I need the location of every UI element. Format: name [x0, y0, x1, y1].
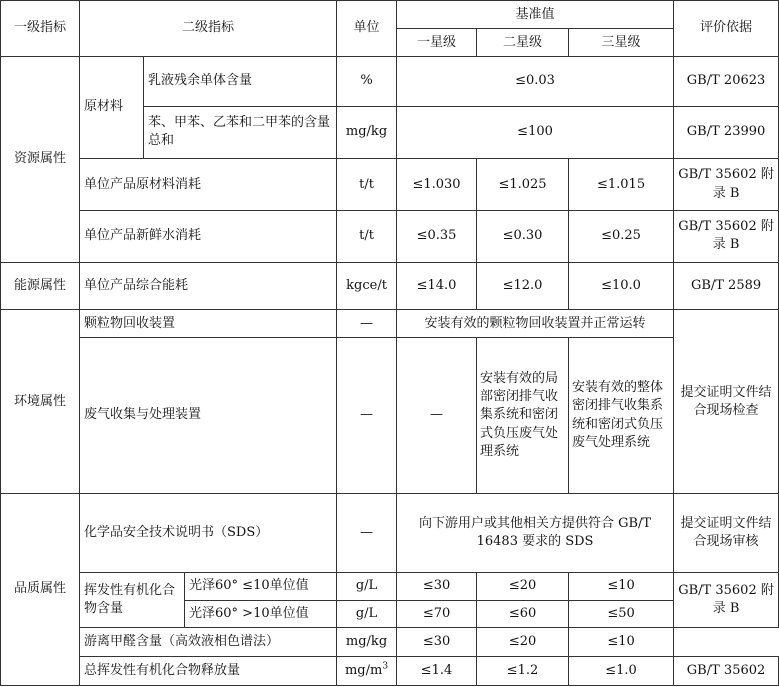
quality-row3-sub: 光泽60° >10单位值: [185, 600, 337, 627]
environment-row1-value: 安装有效的颗粒物回收装置并正常运转: [397, 310, 674, 337]
resource-row1-item: 乳液残余单体含量: [144, 56, 337, 106]
resource-row4-star2: ≤0.30: [477, 211, 569, 263]
resource-row3-star3: ≤1.015: [569, 159, 674, 211]
header-level1: 一级指标: [1, 1, 80, 57]
category-environment: 环境属性: [1, 310, 80, 494]
energy-row1-star3: ≤10.0: [569, 262, 674, 310]
quality-row5-item: 总挥发性有机化合物释放量: [80, 657, 337, 686]
voc-basis: GB/T 35602 附录 B: [674, 573, 779, 628]
quality-row5-unit-exp: 3: [382, 661, 389, 672]
energy-row1-item: 单位产品综合能耗: [80, 262, 337, 310]
quality-row3-star1: ≤70: [397, 600, 477, 627]
resource-row3-item: 单位产品原材料消耗: [80, 159, 337, 211]
energy-row1-star1: ≤14.0: [397, 262, 477, 310]
category-resource: 资源属性: [1, 56, 80, 262]
category-quality: 品质属性: [1, 494, 80, 686]
quality-row1-unit: —: [337, 494, 397, 573]
resource-row1-unit: %: [337, 56, 397, 106]
quality-row2-unit: g/L: [337, 573, 397, 600]
quality-row5-basis: GB/T 35602: [674, 657, 779, 686]
resource-row4-basis: GB/T 35602 附录 B: [674, 211, 779, 263]
quality-row4-star3: ≤10: [569, 628, 674, 657]
energy-row1-unit: kgce/t: [337, 262, 397, 310]
quality-row2-sub: 光泽60° ≤10单位值: [185, 573, 337, 600]
resource-row3-star2: ≤1.025: [477, 159, 569, 211]
header-star1: 一星级: [397, 29, 477, 56]
quality-row4-item: 游离甲醛含量（高效液相色谱法）: [80, 628, 337, 657]
energy-row1-basis: GB/T 2589: [674, 262, 779, 310]
environment-basis: 提交证明文件结合现场检查: [674, 310, 779, 494]
environment-row1-unit: —: [337, 310, 397, 337]
quality-row1-basis: 提交证明文件结合现场审核: [674, 494, 779, 573]
quality-row4-star2: ≤20: [477, 628, 569, 657]
header-star3: 三星级: [569, 29, 674, 56]
header-star2: 二星级: [477, 29, 569, 56]
header-level2: 二级指标: [80, 1, 337, 57]
voc-group-label: 挥发性有机化合物含量: [80, 573, 185, 628]
category-energy: 能源属性: [1, 262, 80, 310]
quality-row3-star3: ≤50: [569, 600, 674, 627]
quality-row5-unit-base: mg/m: [344, 663, 383, 679]
quality-row1-item: 化学品安全技术说明书（SDS）: [80, 494, 337, 573]
quality-row5-star2: ≤1.2: [477, 657, 569, 686]
quality-row5-star3: ≤1.0: [569, 657, 674, 686]
quality-row3-unit: g/L: [337, 600, 397, 627]
raw-material-label: 原材料: [80, 56, 144, 158]
resource-row2-item: 苯、甲苯、乙苯和二甲苯的含量总和: [144, 106, 337, 159]
quality-row2-star1: ≤30: [397, 573, 477, 600]
header-unit: 单位: [337, 1, 397, 57]
resource-row1-basis: GB/T 20623: [674, 56, 779, 106]
quality-row2-star2: ≤20: [477, 573, 569, 600]
energy-row1-star2: ≤12.0: [477, 262, 569, 310]
environment-row2-star1: —: [397, 337, 477, 493]
environment-row2-item: 废气收集与处理装置: [80, 337, 337, 493]
resource-row4-item: 单位产品新鲜水消耗: [80, 211, 337, 263]
resource-row3-star1: ≤1.030: [397, 159, 477, 211]
resource-row2-unit: mg/kg: [337, 106, 397, 159]
resource-row3-basis: GB/T 35602 附录 B: [674, 159, 779, 211]
resource-row1-value: ≤0.03: [397, 56, 674, 106]
header-benchmark: 基准值: [397, 1, 674, 29]
environment-row2-star3: 安装有效的整体密闭排气收集系统和密闭式负压废气处理系统: [569, 337, 674, 493]
header-basis: 评价依据: [674, 1, 779, 57]
quality-row3-star2: ≤60: [477, 600, 569, 627]
resource-row2-basis: GB/T 23990: [674, 106, 779, 159]
environment-row2-unit: —: [337, 337, 397, 493]
environment-row1-item: 颗粒物回收装置: [80, 310, 337, 337]
quality-row2-star3: ≤10: [569, 573, 674, 600]
quality-row5-unit: [337, 657, 397, 686]
quality-row4-star1: ≤30: [397, 628, 477, 657]
resource-row4-star1: ≤0.35: [397, 211, 477, 263]
quality-row4-unit: mg/kg: [337, 628, 397, 657]
quality-row5-star1: ≤1.4: [397, 657, 477, 686]
resource-row4-unit: t/t: [337, 211, 397, 263]
resource-row3-unit: t/t: [337, 159, 397, 211]
resource-row2-value: ≤100: [397, 106, 674, 159]
resource-row4-star3: ≤0.25: [569, 211, 674, 263]
quality-row1-value: 向下游用户或其他相关方提供符合 GB/T 16483 要求的 SDS: [397, 494, 674, 573]
environment-row2-star2: 安装有效的局部密闭排气收集系统和密闭式负压废气处理系统: [477, 337, 569, 493]
